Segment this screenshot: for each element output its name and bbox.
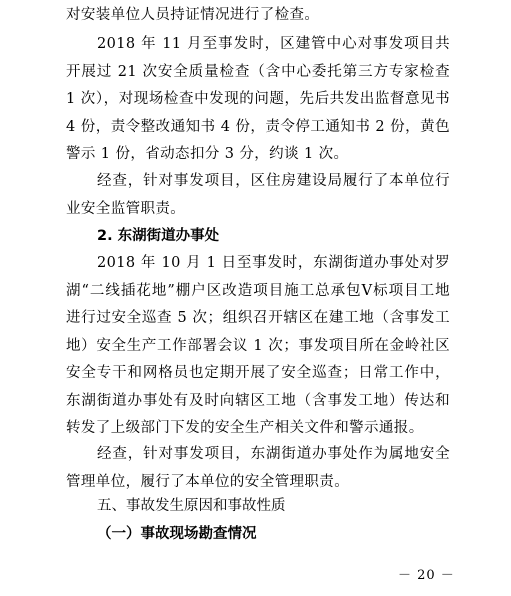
page-number: － 20 － (398, 568, 455, 583)
paragraph-donghu-conclusion: 经查，针对事发项目，东湖街道办事处作为属地安全管理单位，履行了本单位的安全管理职责。 (66, 446, 450, 490)
paragraph-district-conclusion: 经查，针对事发项目，区住房建设局履行了本单位行业安全监管职责。 (66, 173, 450, 217)
paragraph-continuation: 对安装单位人员持证情况进行了检查。 (66, 7, 320, 23)
paragraph-donghu-inspections: 2018 年 10 月 1 日至事发时，东湖街道办事处对罗湖“二线插花地”棚户区改造项目施工总承包Ⅴ标项目工地进行过安全巡查 5 次；组织召开辖区在建工地（含事发工地）安全生产工作部署会议 1 次；事发项目所在金岭社区安全专干和网格员也定期开展了安全巡查；日常工作中，东湖街道办事处有及时向辖区工地（含事发工地）传达和转发了上级部门下发的安全生产相关文件和警示通报。 (66, 255, 450, 436)
heading-site-survey: （一）事故现场勘查情况 (97, 526, 257, 542)
heading-donghu-subdistrict: 2. 东湖街道办事处 (97, 228, 220, 244)
heading-section-five: 五、事故发生原因和事故性质 (97, 498, 286, 514)
paragraph-inspections: 2018 年 11 月至事发时，区建管中心对事发项目共开展过 21 次安全质量检查（含中心委托第三方专家检查 1 次），对现场检查中发现的问题，先后共发出监督意见书 4 份，责令整改通知书 4 份，责令停工通知书 2 份，黄色警示 1 份，省动态扣分 3 分，约谈 1 次。 (66, 36, 450, 162)
